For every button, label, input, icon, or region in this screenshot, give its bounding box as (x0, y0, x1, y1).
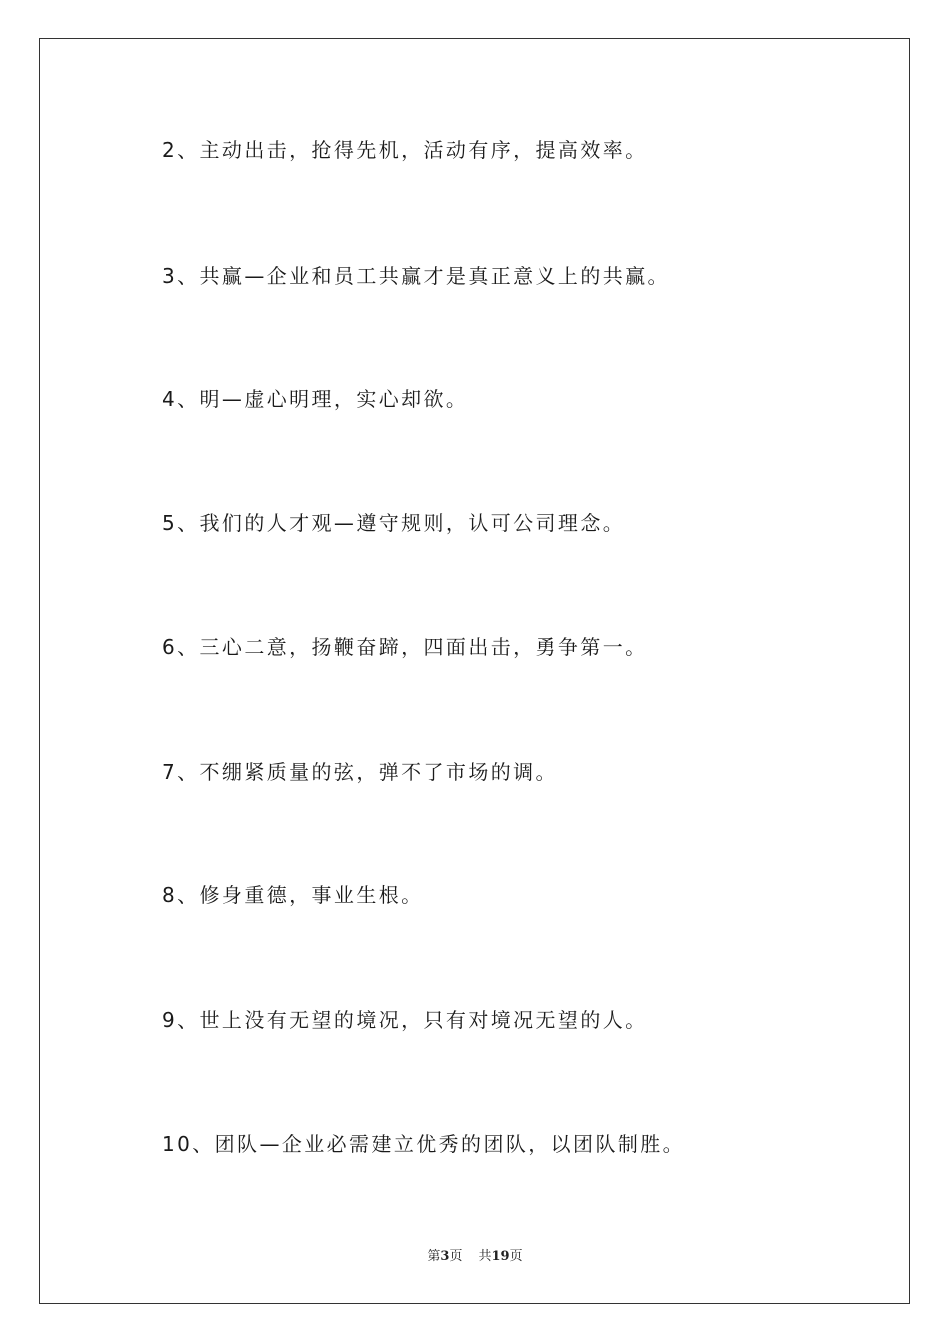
list-item: 9、世上没有无望的境况，只有对境况无望的人。 (162, 1008, 648, 1032)
total-pages: 19 (491, 1249, 510, 1264)
list-item: 8、修身重德，事业生根。 (162, 883, 424, 907)
page-label-prefix: 第 (427, 1249, 441, 1264)
page-footer (0, 1249, 950, 1265)
list-item: 2、主动出击，抢得先机，活动有序，提高效率。 (162, 138, 648, 162)
list-item: 3、共赢—企业和员工共赢才是真正意义上的共赢。 (162, 264, 670, 288)
list-item: 6、三心二意，扬鞭奋蹄，四面出击，勇争第一。 (162, 635, 648, 659)
page-border (39, 38, 910, 1304)
list-item: 5、我们的人才观—遵守规则，认可公司理念。 (162, 511, 626, 535)
list-item: 7、不绷紧质量的弦，弹不了市场的调。 (162, 760, 558, 784)
list-item: 4、明—虚心明理，实心却欲。 (162, 387, 469, 411)
list-item: 10、团队—企业必需建立优秀的团队，以团队制胜。 (162, 1132, 686, 1156)
page-number: 3 (440, 1249, 450, 1264)
page-label-unit: 页 (449, 1249, 463, 1264)
total-label-prefix: 共 (478, 1249, 492, 1264)
total-label-unit: 页 (509, 1249, 523, 1264)
